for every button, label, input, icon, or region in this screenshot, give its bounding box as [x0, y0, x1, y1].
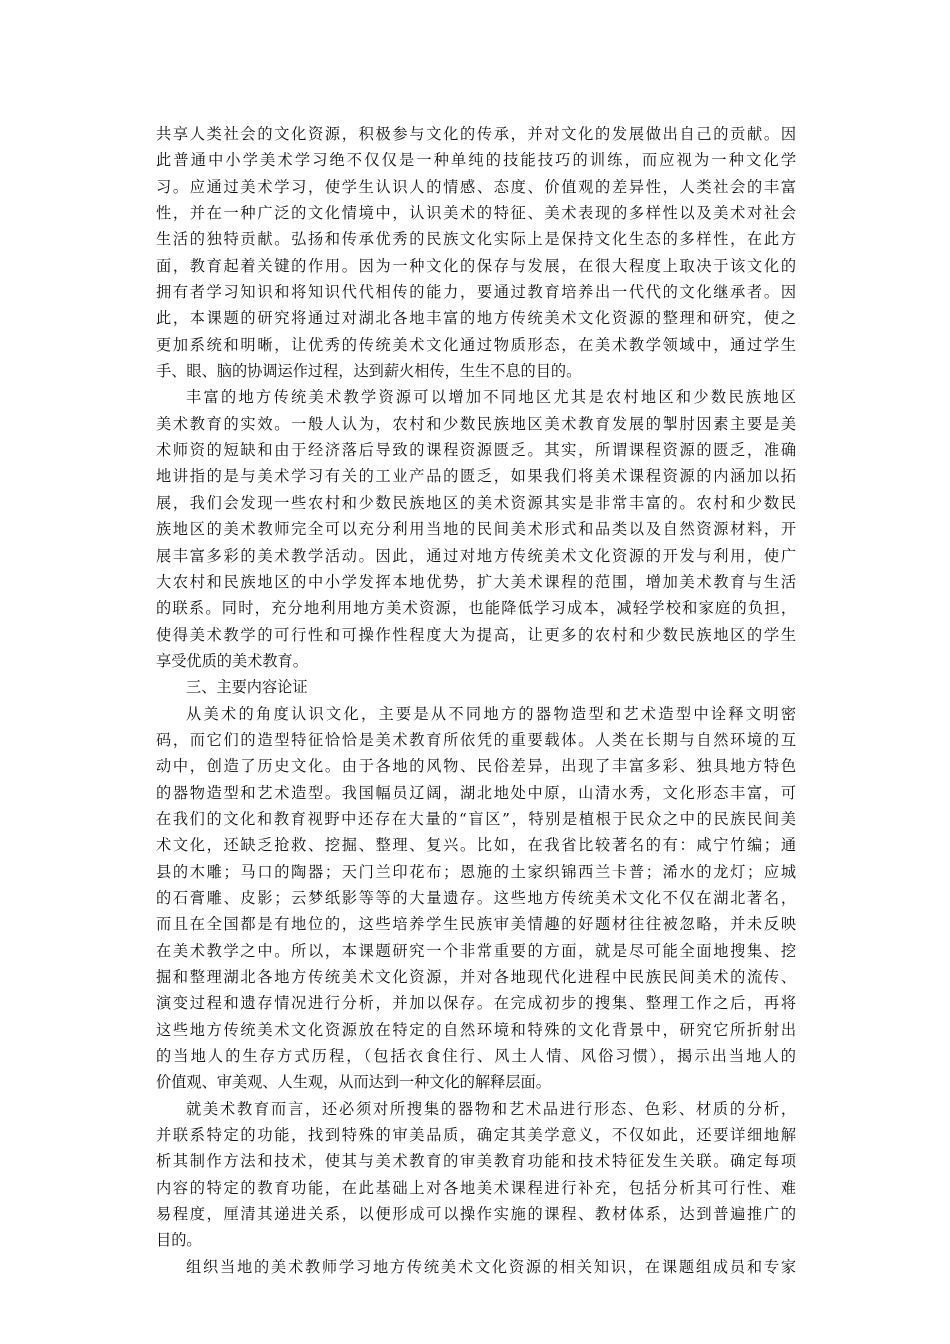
text-line: 并联系特定的功能，找到特殊的审美品质，确定其美学意义，不仅如此，还要详细地解 — [156, 1126, 796, 1145]
text-line: 性，并在一种广泛的文化情境中，认识美术的特征、美术表现的多样性以及美术对社会 — [156, 204, 796, 223]
text-line: 地讲指的是与美术学习有关的工业产品的匮乏，如果我们将美术课程资源的内涵加以拓 — [156, 467, 796, 486]
text-line: 更加系统和明晰，让优秀的传统美术文化通过物质形态，在美术教学领域中，通过学生 — [156, 335, 796, 354]
text-line: 析其制作方法和技术，使其与美术教育的审美教育功能和技术特征发生关联。确定每项 — [156, 1152, 796, 1171]
text-line: 此普通中小学美术学习绝不仅仅是一种单纯的技能技巧的训练，而应视为一种文化学 — [156, 151, 796, 170]
text-line: 的联系。同时，充分地利用地方美术资源，也能降低学习成本，减轻学校和家庭的负担， — [156, 599, 796, 618]
text-line: 动中，创造了历史文化。由于各地的风物、民俗差异，出现了丰富多彩、独具地方特色 — [156, 757, 796, 776]
text-line: 易程度，厘清其递进关系，以便形成可以操作实施的课程、教材体系，达到普遍推广的 — [156, 1205, 796, 1224]
text-line: 组织当地的美术教师学习地方传统美术文化资源的相关知识，在课题组成员和专家 — [186, 1257, 796, 1276]
text-line: 从美术的角度认识文化，主要是从不同地方的器物造型和艺术造型中诠释文明密 — [186, 704, 796, 723]
text-line: 美术教育的实效。一般人认为，农村和少数民族地区美术教育发展的掣肘因素主要是美 — [156, 414, 796, 433]
text-line: 使得美术教学的可行性和可操作性程度大为提高，让更多的农村和少数民族地区的学生 — [156, 625, 796, 644]
text-line: 生活的独特贡献。弘扬和传承优秀的民族文化实际上是保持文化生态的多样性，在此方 — [156, 230, 796, 249]
text-line: 面，教育起着关键的作用。因为一种文化的保存与发展，在很大程度上取决于该文化的 — [156, 256, 796, 275]
text-line: 丰富的地方传统美术教学资源可以增加不同地区尤其是农村地区和少数民族地区 — [186, 388, 796, 407]
text-line: 共享人类社会的文化资源，积极参与文化的传承，并对文化的发展做出自己的贡献。因 — [156, 125, 796, 143]
text-line: 的石膏雕、皮影；云梦纸影等等的大量遗存。这些地方传统美术文化不仅在湖北著名， — [156, 888, 796, 907]
text-line: 内容的特定的教育功能，在此基础上对各地美术课程进行补充，包括分析其可行性、难 — [156, 1178, 796, 1197]
text-line: 掘和整理湖北各地方传统美术文化资源，并对各地现代化进程中民族民间美术的流传、 — [156, 968, 796, 986]
document-page — [156, 121, 796, 1280]
text-line: 在我们的文化和教育视野中还存在大量的“盲区”，特别是植根于民众之中的民族民间美 — [156, 809, 796, 828]
text-line: 大农村和民族地区的中小学发挥本地优势，扩大美术课程的范围，增加美术教育与生活 — [156, 572, 796, 591]
text-line: 演变过程和遗存情况进行分析，并加以保存。在完成初步的搜集、整理工作之后，再将 — [156, 994, 796, 1013]
text-line: 族地区的美术教师完全可以充分利用当地的民间美术形式和品类以及自然资源材料，开 — [156, 520, 796, 539]
text-line: 在美术教学之中。所以，本课题研究一个非常重要的方面，就是尽可能全面地搜集、挖 — [156, 941, 796, 960]
text-line: 术师资的短缺和由于经济落后导致的课程资源匮乏。其实，所谓课程资源的匮乏，准确 — [156, 441, 796, 460]
text-line: 术文化，还缺乏抢救、挖掘、整理、复兴。比如，在我省比较著名的有：咸宁竹编；通 — [156, 836, 796, 855]
text-line: 手、眼、脑的协调运作过程，达到薪火相传，生生不息的目的。 — [156, 362, 582, 381]
text-line: 展，我们会发现一些农村和少数民族地区的美术资源其实是非常丰富的。农村和少数民 — [156, 493, 796, 512]
text-line: 这些地方传统美术文化资源放在特定的自然环境和特殊的文化背景中，研究它所折射出 — [156, 1020, 796, 1039]
text-line: 码，而它们的造型特征恰恰是美术教育所依凭的重要载体。人类在长期与自然环境的互 — [156, 730, 796, 749]
text-line: 的当地人的生存方式历程，（包括衣食住行、风土人情、风俗习惯），揭示出当地人的 — [156, 1047, 796, 1066]
text-line: 展丰富多彩的美术教学活动。因此，通过对地方传统美术文化资源的开发与利用，使广 — [156, 546, 796, 565]
text-line: 拥有者学习知识和将知识代代相传的能力，要通过教育培养出一代代的文化继承者。因 — [156, 283, 796, 302]
text-line: 的器物造型和艺术造型。我国幅员辽阔，湖北地处中原，山清水秀，文化形态丰富，可 — [156, 783, 796, 802]
text-line: 就美术教育而言，还必须对所搜集的器物和艺术品进行形态、色彩、材质的分析， — [186, 1099, 796, 1118]
text-line: 而且在全国都是有地位的，这些培养学生民族审美情趣的好题材往往被忽略，并未反映 — [156, 915, 796, 934]
text-line: 县的木雕；马口的陶器；天门兰印花布；恩施的土家织锦西兰卡普；浠水的龙灯；应城 — [156, 862, 796, 881]
text-line: 目的。 — [156, 1231, 202, 1250]
text-line: 价值观、审美观、人生观，从而达到一种文化的解释层面。 — [156, 1073, 551, 1092]
text-line: 三、主要内容论证 — [186, 678, 308, 697]
text-line: 此，本课题的研究将通过对湖北各地丰富的地方传统美术文化资源的整理和研究，使之 — [156, 309, 796, 328]
text-line: 习。应通过美术学习，使学生认识人的情感、态度、价值观的差异性，人类社会的丰富 — [156, 177, 796, 196]
text-line: 享受优质的美术教育。 — [156, 651, 308, 670]
